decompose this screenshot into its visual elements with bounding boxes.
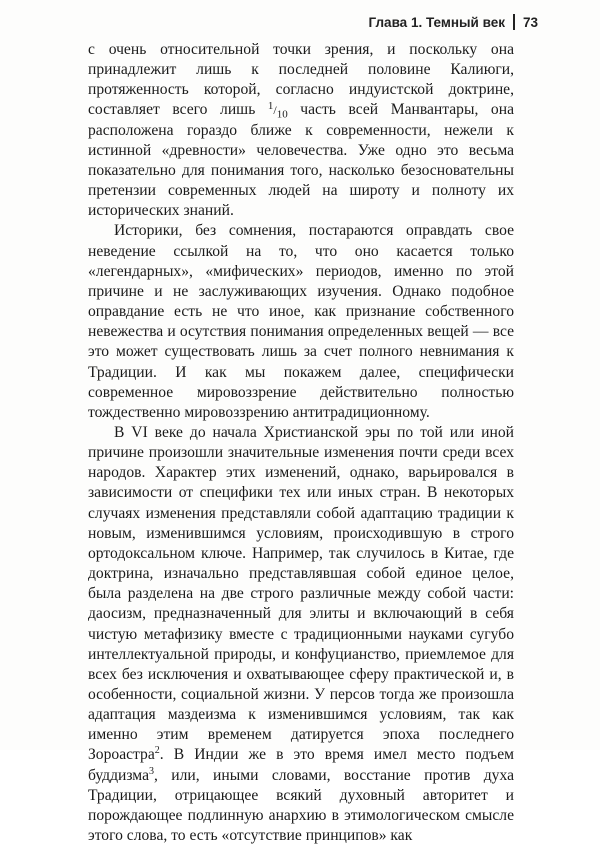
paragraph-1-text-b: часть всей Манвантары, она расположена гораздо ближе к современности, нежели к истинной «древности» человечества. Уже одно это весьма показательно для понимания того, насколько безосновательны претензии современных людей на широту и полноту их исторических знаний.: [88, 101, 514, 220]
running-header: [369, 14, 539, 30]
paragraph-3-text-b: . В Индии же в это время имел место подъем буддизма: [88, 746, 514, 784]
fraction-numerator: 1: [267, 100, 274, 113]
paragraph-2: Историки, без сомнения, постараются оправдать свое неведение ссылкой на то, что оно касается только «легендарных», «мифических» периодов, именно по этой причине и не заслуживающих изучения. Однако подобное оправдание есть не что иное, как признание собственного невежества и осутствия понимания определенных вещей — все это может существовать лишь за счет полного невнимания к Традиции. И как мы покажем далее, специфически современное мировоззрение действительно полностью тождественно мировоззрению антитрадиционному.: [88, 222, 514, 421]
paragraph-1-text-a: с очень относительной точки зрения, и поскольку она принадлежит лишь к последней половине Калиюги, протяженность которой, согласно индуистской доктрине, составляет всего лишь: [88, 41, 514, 119]
fraction-one-tenth: $^1/_{10}$: [267, 100, 288, 121]
chapter-title: Глава 1. Темный век: [368, 14, 505, 30]
body-text: [88, 40, 514, 846]
footnote-marker-3[interactable]: 3: [149, 765, 154, 777]
paragraph-3-text-a: В VI веке до начала Христианской эры по той или иной причине произошли значительные изменения почти среди всех народов. Характер этих изменений, однако, варьировался в зависимости от специфики тех или иных стран. В некоторых случаях изменения представляли собой адаптацию традиции к новым, изменившимся условиям, происходившую в строго ортодоксальном ключе. Например, так случилось в Китае, где доктрина, изначально представлявшая собой единое целое, была разделена на две строго различные между собой части: даосизм, предназначенный для элиты и включающий в себя чистую метафизику вместе с традиционными науками сугубо интеллектуальной природы, и конфуцианство, приемлемое для всех без исключения и охватывающее сферу практической и, в особенности, социальной жизни. У персов тогда же произошла адаптация маздеизма к изменившимся условиям, так как именно этим временем датируется эпоха последнего Зороастра: [88, 423, 514, 764]
paragraph-1: [88, 40, 514, 221]
paragraph-3: [88, 423, 514, 846]
footnote-marker-2[interactable]: 2: [154, 745, 160, 757]
page-number: 73: [522, 14, 538, 30]
header-separator: [513, 14, 515, 30]
fraction-denominator: 10: [276, 108, 288, 121]
paragraph-3-text-c: , или, иными словами, восстание против духа Традиции, отрицающее всякий духовный авторитет и порождающее подлинную анархию в этимологическом смысле этого слова, то есть «отсутствие принципов» как: [88, 766, 514, 845]
